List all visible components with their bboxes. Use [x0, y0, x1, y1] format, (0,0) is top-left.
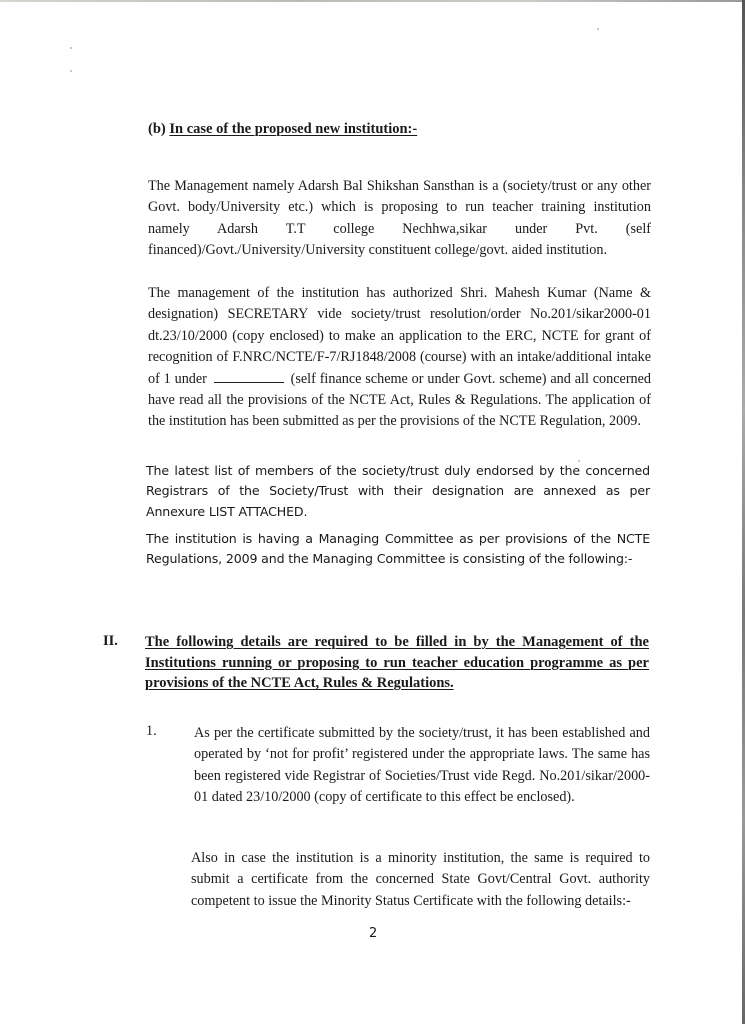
page-number: 2 [369, 926, 378, 941]
management-paragraph: The Management namely Adarsh Bal Shikshan Sansthan is a (society/trust or any other Govt. body/University etc.) which is proposing to run teacher training institution namely Adarsh T.T college Nechhwa,sikar under Pvt. (self financed)/Govt./University/University constituent college/govt. aided institution. [148, 178, 651, 259]
item-1-text: As per the certificate submitted by the society/trust, it has been established and operated by ‘not for profit’ registered under the appropriate laws. The same has been registered vide Registrar of Societies/Trust vide Regd. No.201/sikar/2000-01 dated 23/10/2000 (copy of certificate to this effect be enclosed). [194, 725, 650, 806]
committee-paragraph: The institution is having a Managing Committee as per provisions of the NCTE Regulations, 2009 and the Managing Committee is consisting of the following:- [146, 531, 650, 567]
scan-speck [70, 47, 72, 49]
scan-speck [70, 70, 72, 72]
section-b-prefix: (b) [148, 121, 170, 137]
minority-paragraph: Also in case the institution is a minority institution, the same is required to submit a certificate from the concerned State Govt/Central Govt. authority competent to issue the Minority Status Certificate with the following details:- [191, 850, 650, 909]
section-ii-title: The following details are required to be filled in by the Management of the Institutions running or proposing to run teacher education programme as per provisions of the NCTE Act, Rules & Regulations. [145, 634, 649, 691]
section-b-heading [148, 121, 417, 138]
section-b-title: In case of the proposed new institution:- [169, 121, 418, 137]
section-ii-number: II. [103, 633, 118, 649]
authorization-paragraph [148, 283, 651, 433]
authorization-text-1: The management of the institution has authorized Shri. Mahesh Kumar (Name & designation) SECRETARY vide society/trust resolution/order No.201/sikar2000-01 dt.23/10/2000 (copy enclosed) to make an application to the ERC, NCTE for grant of recognition of F.NRC/NCTE/F-7/RJ1848/2008 (course) with an intake/additional intake of 1 under [148, 285, 651, 387]
scan-edge-top [0, 0, 745, 2]
item-1-number: 1. [146, 723, 157, 739]
intake-blank-field [214, 370, 284, 383]
scan-speck [597, 28, 599, 30]
authorization-text-2: (self finance scheme or under Govt. scheme) and all concerned have read all the provisions of the NCTE Act, Rules & Regulations. The application of the institution has been submitted as per the provisions of the NCTE Regulation, 2009. [148, 370, 652, 430]
members-paragraph: The latest list of members of the society/trust duly endorsed by the concerned Registrars of the Society/Trust with their designation are annexed as per Annexure LIST ATTACHED. [146, 463, 650, 519]
